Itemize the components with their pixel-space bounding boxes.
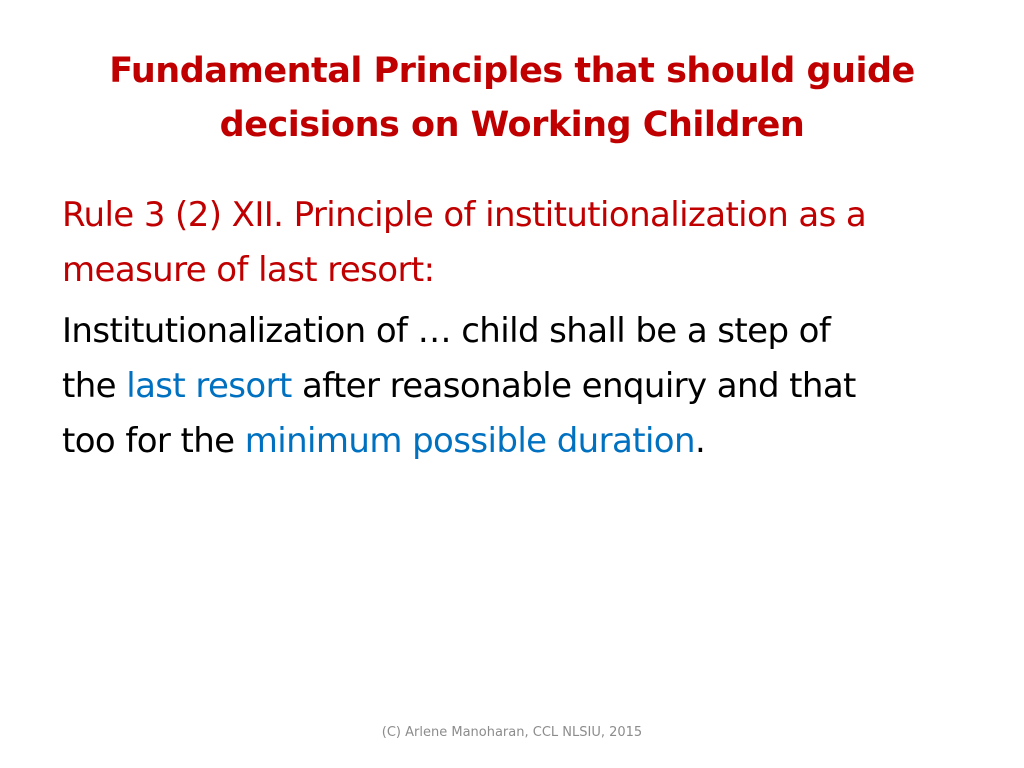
highlight-last-resort: last resort <box>126 366 292 406</box>
slide-body <box>62 188 982 469</box>
rule-heading-line-1: Rule 3 (2) XII. Principle of institutionalization as a <box>62 195 867 235</box>
principle-paragraph <box>62 304 982 469</box>
footer-copyright: (C) Arlene Manoharan, CCL NLSIU, 2015 <box>381 725 643 740</box>
paragraph-line-3 <box>62 414 982 469</box>
paragraph-line-2-end: after reasonable enquiry and that <box>291 366 856 406</box>
slide-title <box>60 44 964 152</box>
paragraph-line-1: Institutionalization of … child shall be a step of <box>62 311 831 351</box>
paragraph-line-2-start: the <box>62 366 127 406</box>
paragraph-line-2 <box>62 359 982 414</box>
slide-title-line-1: Fundamental Principles that should guide <box>109 51 915 91</box>
slide-title-line-2: decisions on Working Children <box>219 105 805 145</box>
rule-heading <box>62 188 982 298</box>
highlight-minimum-duration: minimum possible duration <box>244 421 695 461</box>
paragraph-line-3-start: too for the <box>62 421 245 461</box>
paragraph-line-3-end: . <box>694 421 706 461</box>
rule-heading-line-2: measure of last resort: <box>62 250 435 290</box>
